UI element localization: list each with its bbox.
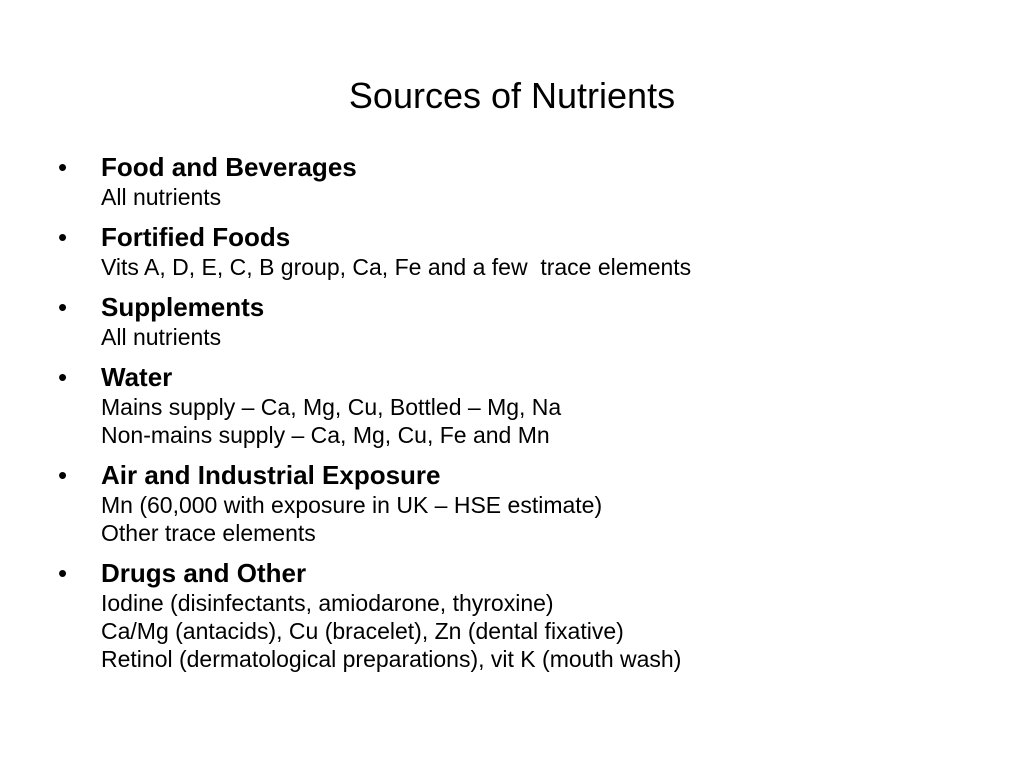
bullet-detail-line: Retinol (dermatological preparations), vit K (mouth wash) xyxy=(101,646,682,672)
bullet-detail-line: Other trace elements xyxy=(101,520,316,546)
bullet-detail-line: Mains supply – Ca, Mg, Cu, Bottled – Mg, Na xyxy=(101,394,562,420)
bullet-heading: Water xyxy=(101,362,173,392)
bullet-detail-line: Ca/Mg (antacids), Cu (bracelet), Zn (dental fixative) xyxy=(101,618,624,644)
bullet-marker: • xyxy=(58,362,68,392)
bullet-item-fortified-foods xyxy=(58,222,978,281)
bullet-detail-line: Mn (60,000 with exposure in UK – HSE estimate) xyxy=(101,492,603,518)
bullet-item-supplements xyxy=(58,292,978,351)
bullet-item-air-and-industrial-exposure xyxy=(58,460,978,547)
bullet-detail-line: All nutrients xyxy=(101,324,222,350)
bullet-heading: Drugs and Other xyxy=(101,558,307,588)
bullet-item-drugs-and-other xyxy=(58,558,978,673)
slide-title: Sources of Nutrients xyxy=(348,75,676,116)
bullet-list xyxy=(58,152,978,684)
bullet-marker: • xyxy=(58,152,68,182)
bullet-heading: Supplements xyxy=(101,292,265,322)
bullet-marker: • xyxy=(58,558,68,588)
bullet-marker: • xyxy=(58,292,68,322)
bullet-detail-line: All nutrients xyxy=(101,184,222,210)
bullet-detail-line: Non-mains supply – Ca, Mg, Cu, Fe and Mn xyxy=(101,422,550,448)
bullet-heading: Fortified Foods xyxy=(101,222,291,252)
bullet-heading: Food and Beverages xyxy=(101,152,357,182)
bullet-heading: Air and Industrial Exposure xyxy=(101,460,441,490)
bullet-detail-line: Vits A, D, E, C, B group, Ca, Fe and a few trace elements xyxy=(101,254,692,280)
bullet-marker: • xyxy=(58,222,68,252)
bullet-item-water xyxy=(58,362,978,449)
bullet-item-food-and-beverages xyxy=(58,152,978,211)
bullet-marker: • xyxy=(58,460,68,490)
bullet-detail-line: Iodine (disinfectants, amiodarone, thyroxine) xyxy=(101,590,554,616)
